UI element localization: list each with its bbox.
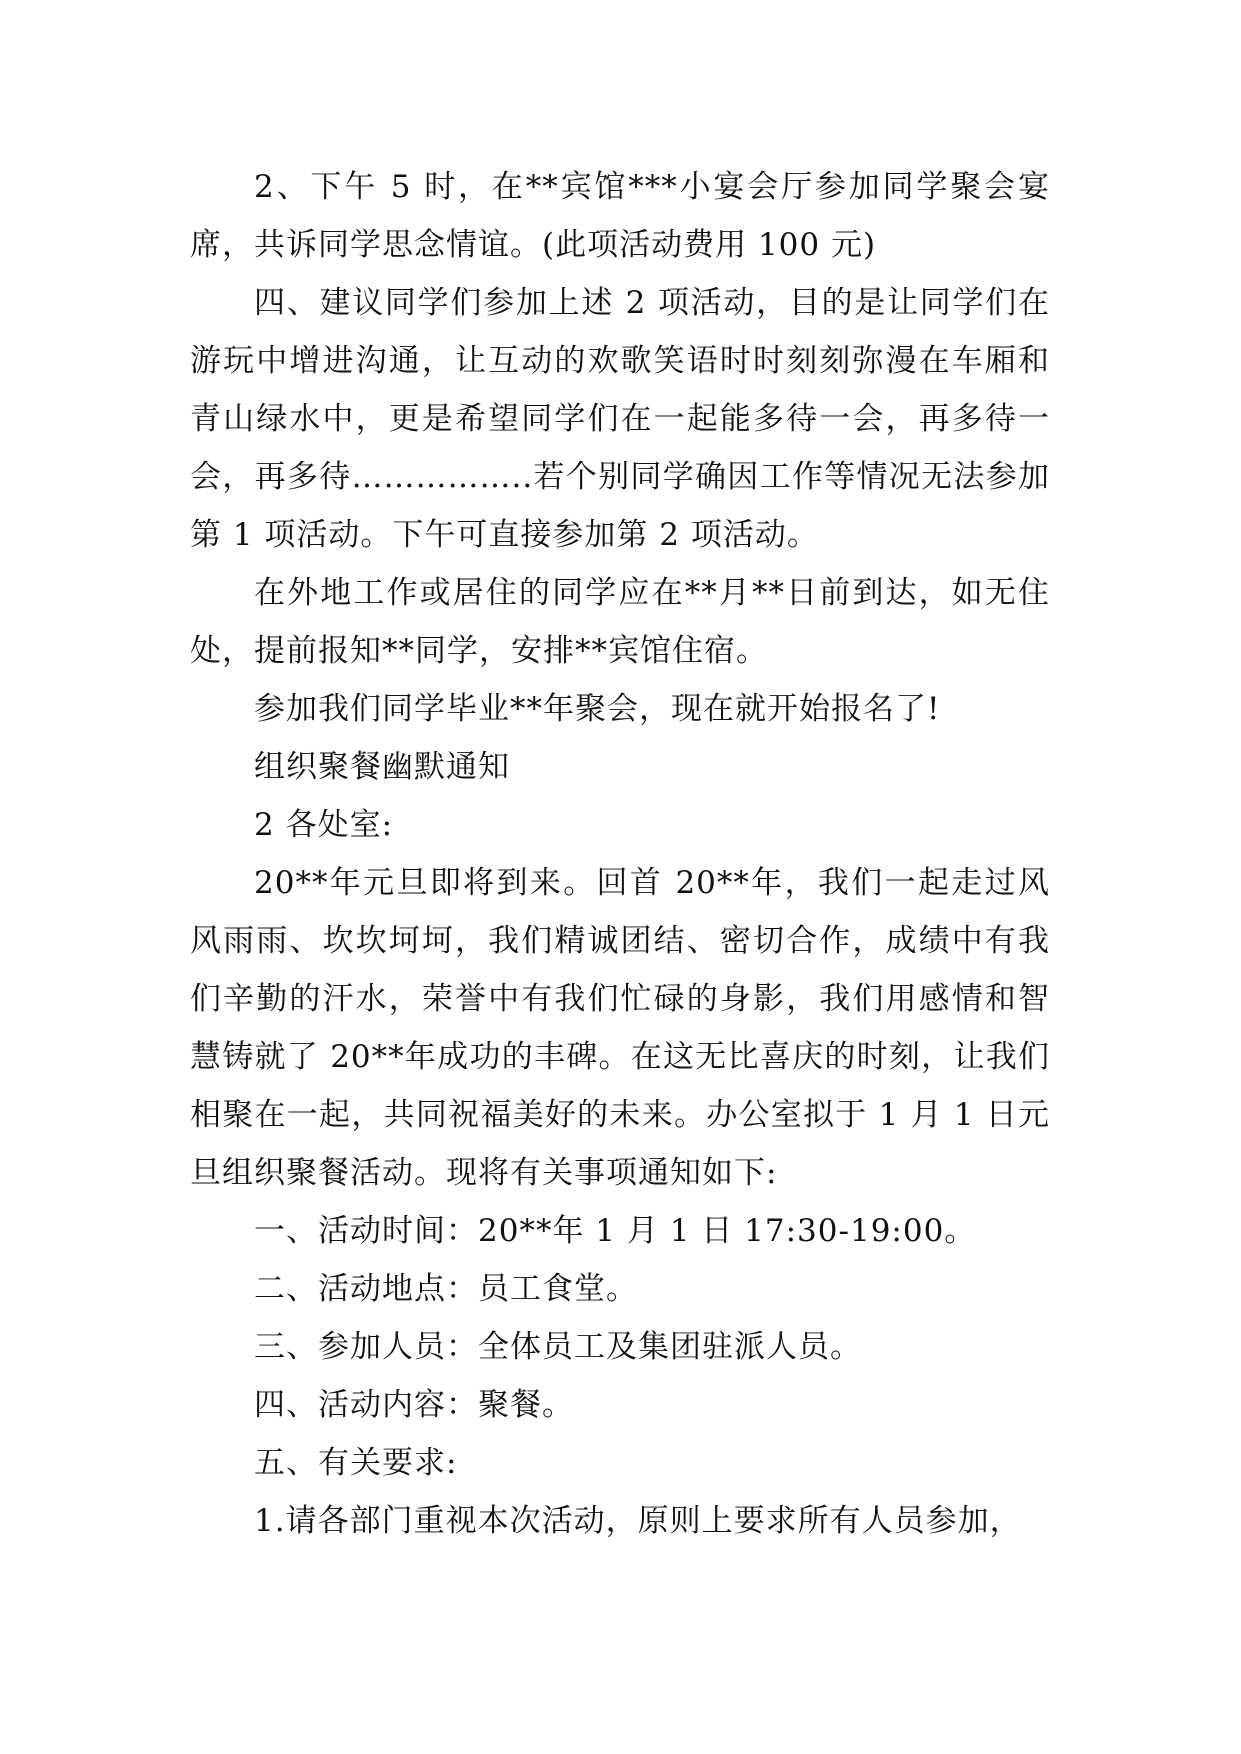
paragraph-hotel-banquet: 2、下午 5 时，在**宾馆***小宴会厅参加同学聚会宴席，共诉同学思念情谊。(此项活动费用 100 元) bbox=[190, 169, 1050, 263]
paragraph-new-year-intro: 20**年元旦即将到来。回首 20**年，我们一起走过风风雨雨、坎坎坷坷，我们精诚团结、密切合作，成绩中有我们辛勤的汗水，荣誉中有我们忙碌的身影，我们用感情和智慧铸就了 20**年成功的丰碑。在这无比喜庆的时刻，让我们相聚在一起，共同祝福美好的未来。办公室拟于 1 月 1 日元旦组织聚餐活动。现将有关事项通知如下: bbox=[190, 865, 1050, 1191]
item-activity-location: 二、活动地点：员工食堂。 bbox=[254, 1271, 638, 1307]
item-activity-time: 一、活动时间：20**年 1 月 1 日 17:30-19:00。 bbox=[254, 1213, 977, 1249]
paragraph-registration: 参加我们同学毕业**年聚会，现在就开始报名了! bbox=[254, 691, 941, 727]
paragraph-activity-suggestion: 四、建议同学们参加上述 2 项活动，目的是让同学们在游玩中增进沟通，让互动的欢歌笑语时时刻刻弥漫在车厢和青山绿水中，更是希望同学们在一起能多待一会，再多待一会，再多待……………..若个别同学确因工作等情况无法参加第 1 项活动。下午可直接参加第 2 项活动。 bbox=[190, 285, 1050, 553]
item-requirement-1: 1.请各部门重视本次活动，原则上要求所有人员参加， bbox=[254, 1503, 1022, 1539]
section-title: 组织聚餐幽默通知 bbox=[254, 749, 510, 785]
paragraph-accommodation: 在外地工作或居住的同学应在**月**日前到达，如无住处，提前报知**同学，安排**宾馆住宿。 bbox=[190, 575, 1050, 669]
item-activity-content: 四、活动内容：聚餐。 bbox=[254, 1387, 574, 1423]
item-requirements-heading: 五、有关要求: bbox=[254, 1445, 458, 1481]
document-body bbox=[190, 158, 1050, 1550]
item-participants: 三、参加人员：全体员工及集团驻派人员。 bbox=[254, 1329, 862, 1365]
salutation: 2 各处室: bbox=[254, 807, 394, 843]
